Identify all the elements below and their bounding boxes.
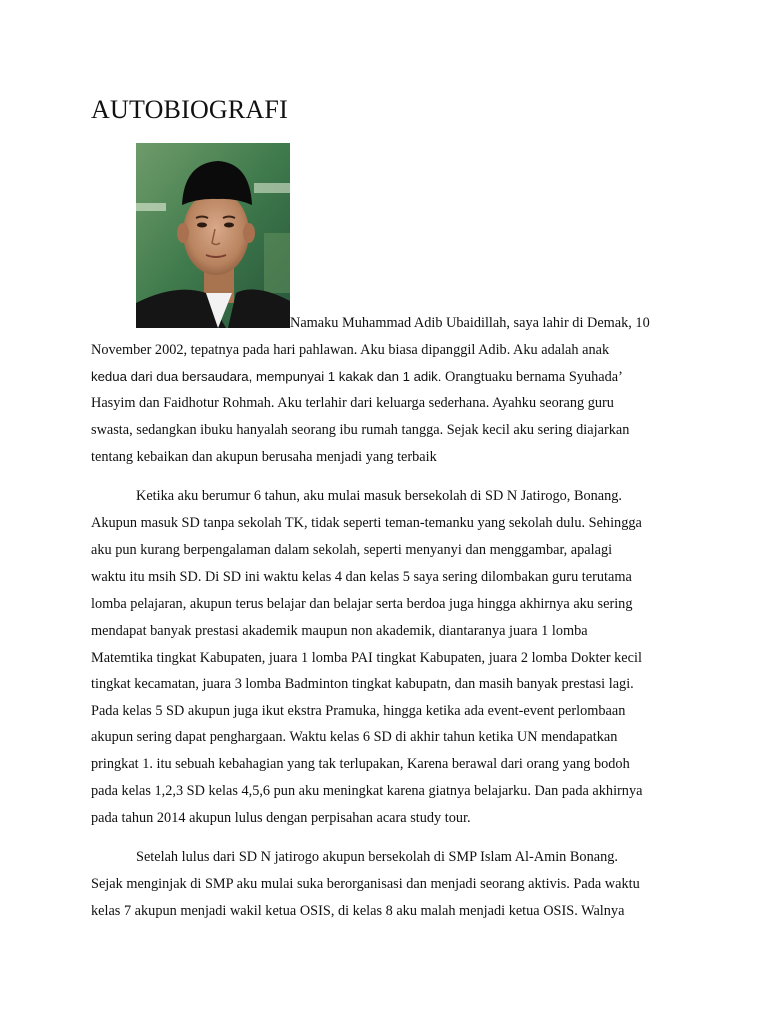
text-line: kelas 7 akupun menjadi wakil ketua OSIS, di kelas 8 aku malah menjadi ketua OSIS. Walnya	[91, 903, 625, 919]
text-line: lomba pelajaran, akupun terus belajar dan belajar serta berdoa juga hingga akhirnya aku sering	[91, 596, 633, 612]
text-line: Sejak menginjak di SMP aku mulai suka berorganisasi dan menjadi seorang aktivis. Pada waktu	[91, 876, 640, 892]
text-line: Matemtika tingkat Kabupaten, juara 1 lomba PAI tingkat Kabupaten, juara 2 lomba Dokter kecil	[91, 650, 642, 666]
text-line: November 2002, tepatnya pada hari pahlawan. Aku biasa dipanggil Adib. Aku adalah anak	[91, 342, 610, 358]
text-line: Setelah lulus dari SD N jatirogo akupun bersekolah di SMP Islam Al-Amin Bonang.	[136, 849, 618, 865]
text-line: tingkat kecamatan, juara 3 lomba Badminton tingkat kabupatn, dan masih banyak prestasi lagi.	[91, 676, 634, 692]
text-line: swasta, sedangkan ibuku hanyalah seorang ibu rumah tangga. Sejak kecil aku sering diajarkan	[91, 422, 630, 438]
text-line: aku pun kurang berpengalaman dalam sekolah, seperti menyanyi dan menggambar, apalagi	[91, 542, 613, 558]
text-line: Hasyim dan Faidhotur Rohmah. Aku terlahir dari keluarga sederhana. Ayahku seorang guru	[91, 395, 614, 411]
document-title: AUTOBIOGRAFI	[91, 95, 288, 124]
text-line: Ketika aku berumur 6 tahun, aku mulai masuk bersekolah di SD N Jatirogo, Bonang.	[136, 488, 622, 504]
text-line: pringkat 1. itu sebuah kebahagian yang tak terlupakan, Karena berawal dari orang yang bodoh	[91, 756, 630, 772]
text-line	[91, 368, 623, 386]
text-line: pada kelas 1,2,3 SD kelas 4,5,6 pun aku meningkat karena giatnya belajarku. Dan pada akhirnya	[91, 783, 643, 799]
text-line: tentang kebaikan dan akupun berusaha menjadi yang terbaik	[91, 449, 437, 465]
portrait-photo	[136, 143, 290, 328]
text-line: pada tahun 2014 akupun lulus dengan perpisahan acara study tour.	[91, 810, 471, 826]
text-line: akupun sering dapat penghargaan. Waktu kelas 6 SD di akhir tahun ketika UN mendapatkan	[91, 729, 618, 745]
text-fragment: kedua dari dua bersaudara, mempunyai 1 kakak dan 1 adik.	[91, 369, 442, 384]
text-fragment: Orangtuaku bernama Syuhada’	[441, 369, 623, 385]
text-line: mendapat banyak prestasi akademik maupun non akademik, diantaranya juara 1 lomba	[91, 623, 588, 639]
text-line: waktu itu msih SD. Di SD ini waktu kelas 4 dan kelas 5 saya sering dilombakan guru terutama	[91, 569, 632, 585]
text-line: Namaku Muhammad Adib Ubaidillah, saya lahir di Demak, 10	[290, 315, 650, 331]
text-line: Akupun masuk SD tanpa sekolah TK, tidak seperti teman-temanku yang sekolah dulu. Sehingga	[91, 515, 642, 531]
portrait-image	[136, 143, 290, 328]
text-line: Pada kelas 5 SD akupun juga ikut ekstra Pramuka, hingga ketika ada event-event perlombaan	[91, 703, 626, 719]
